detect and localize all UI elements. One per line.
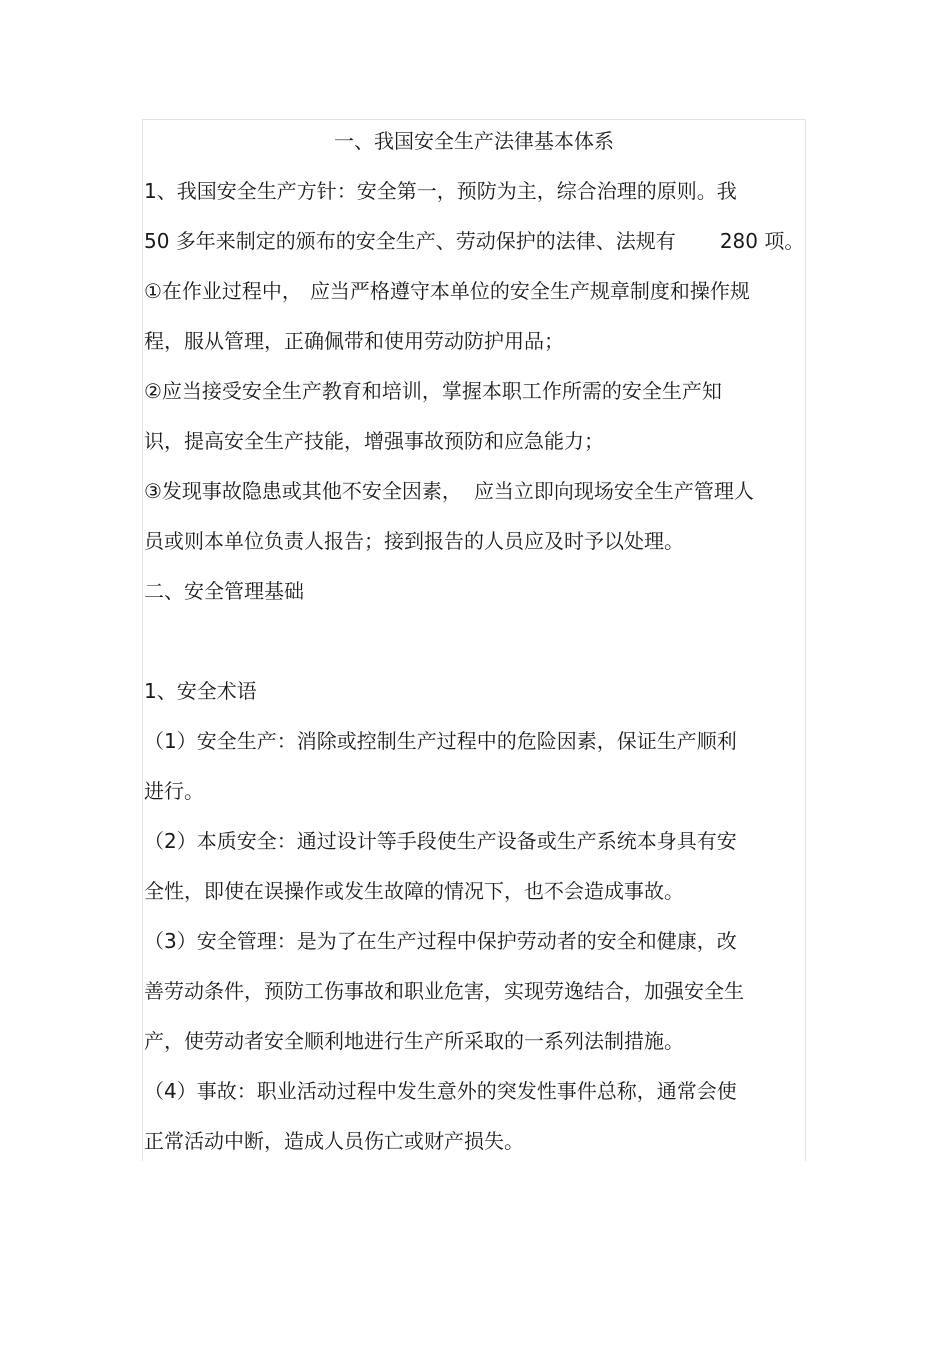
- paragraph-line: 1、我国安全生产方针：安全第一，预防为主，综合治理的原则。我: [144, 179, 737, 203]
- term-3-continued: 产，使劳动者安全顺利地进行生产所采取的一系列法制措施。: [144, 1029, 684, 1053]
- text-segment: 应当立即向现场安全生产管理人: [473, 479, 754, 503]
- term-1: （1）安全生产：消除或控制生产过程中的危险因素，保证生产顺利: [144, 729, 737, 753]
- section-heading-2: 二、安全管理基础: [144, 579, 304, 603]
- text-segment: ③发现事故隐患或其他不安全因素，: [144, 479, 462, 503]
- text-segment: 应当严格遵守本单位的安全生产规章制度和操作规: [309, 279, 750, 303]
- page-frame: [142, 119, 806, 1161]
- term-2: （2）本质安全：通过设计等手段使生产设备或生产系统本身具有安: [144, 829, 737, 853]
- subsection-heading: 1、安全术语: [144, 679, 257, 703]
- section-heading-1: 一、我国安全生产法律基本体系: [334, 129, 614, 153]
- list-item-2-continued: 识，提高安全生产技能，增强事故预防和应急能力；: [144, 429, 604, 453]
- text-segment: 280 项。: [719, 229, 805, 253]
- list-item-1: [144, 278, 750, 304]
- list-item-1-continued: 程，服从管理，正确佩带和使用劳动防护用品；: [144, 329, 564, 353]
- list-item-3-continued: 员或则本单位负责人报告；接到报告的人员应及时予以处理。: [144, 529, 684, 553]
- term-4: （4）事故：职业活动过程中发生意外的突发性事件总称，通常会使: [144, 1079, 737, 1103]
- term-4-continued: 正常活动中断，造成人员伤亡或财产损失。: [144, 1129, 524, 1153]
- text-segment: 50 多年来制定的颁布的安全生产、劳动保护的法律、法规有: [144, 229, 676, 253]
- term-3: （3）安全管理：是为了在生产过程中保护劳动者的安全和健康，改: [144, 929, 737, 953]
- paragraph-line: [144, 228, 804, 254]
- list-item-2: ②应当接受安全生产教育和培训，掌握本职工作所需的安全生产知: [144, 379, 722, 403]
- text-segment: ①在作业过程中，: [144, 279, 302, 303]
- list-item-3: [144, 478, 754, 504]
- term-3-continued: 善劳动条件，预防工伤事故和职业危害，实现劳逸结合，加强安全生: [144, 979, 744, 1003]
- term-2-continued: 全性，即使在误操作或发生故障的情况下，也不会造成事故。: [144, 879, 684, 903]
- term-1-continued: 进行。: [144, 779, 204, 803]
